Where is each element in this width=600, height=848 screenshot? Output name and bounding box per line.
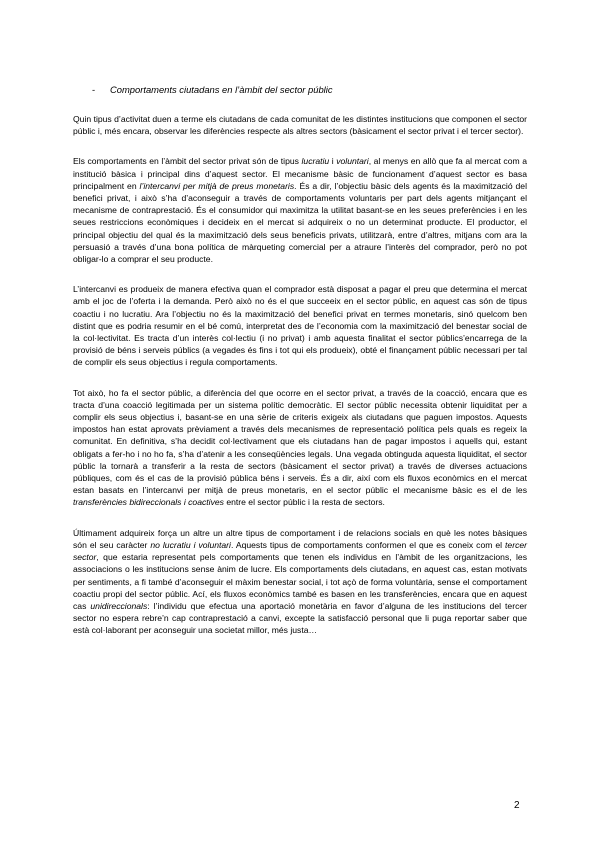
heading-text: Comportaments ciutadans en l’àmbit del sector públic: [110, 84, 333, 95]
text-run: L’intercanvi es produeix de manera efectiva quan el comprador està disposat a pagar el preu que determina el mercat amb el joc de l’oferta i la demanda. Però això no és el que succeeix en el sector públic, en aquest cas són de tipus coactiu i no lucratiu. Ara l’objectiu no és la maximització del benefici privat en termes monetaris, sinó quelcom ben distint que es podria resumir en el bé comú, interpretat des de l’economia com la maximització del benestar social de la col·lectivitat. Es tracta d’un interès col·lectiu (i no privat) i amb aquesta finalitat el sector públics’encarrega de la provisió de béns i serveis públics (a vegades és fins i tot qui els produeix), obté el finançament públic necessari per tal de complir els seus objectius i regula comportaments.: [73, 284, 527, 368]
italic-text: transferències bidireccionals i coactives: [73, 497, 224, 508]
text-run: , al menys en allò que fa al mercat com a institució bàsica i principal dins d’aquest sector. El mecanisme bàsic de funcionament d’aquest sector es basa principalment en: [73, 156, 527, 191]
text-run: i: [329, 156, 337, 167]
text-run: : l’individu que efectua una aportació monetària en favor d’alguna de les institucions del tercer sector no espera rebre’n cap contraprestació a canvi, excepte la satisfacció personal que li puga reportar saber que està col·laborant per aconseguir una societat millor, més justa…: [73, 600, 528, 636]
italic-text: lucratiu: [301, 156, 330, 167]
text-run: , que estaria representat pels comportaments que tenen els individus en l’àmbit de les organitzacions, les associacions o les institucions sense ànim de lucre. Els comportaments dels ciutadans, en aquest cas, estan motivats per sentiments, a fi també d’aconseguir el màxim benestar social, i tot açò de forma voluntària, sense el comportament coactiu propi del sector públic. Ací, els fluxos econòmics també es basen en les transferències, encara que en aquest cas: [73, 552, 527, 611]
italic-text: unidireccionals: [90, 600, 148, 611]
text-run: Tot això, ho fa el sector públic, a diferència del que ocorre en el sector privat, a través de la coacció, encara que es tracta d’una coacció legitimada per un sistema polític democràtic. El sector públic necessita obtenir liquiditat per a complir els seus objectius i, basant-se en una sèrie de criteris exigeix als ciutadans que paguen impostos. Aquests impostos han estat aprovats prèviament a través dels mecanismes de representació política pels quals es regeix la comunitat. En definitiva, s’ha decidit col·lectivament que els ciutadans han de pagar impostos i aquells qui, estant obligats a fer-ho i no ho fa, s’ha d’atenir a les conseqüències legals. Una vegada obtinguda aquesta liquiditat, el sector públic la tornarà a transferir a la resta de sectors (bàsicament el sector privat) a través de diverses actuacions públiques, com és el cas de la provisió pública béns i serveis. És a dir, així com els fluxos econòmics en el mercat estan basats en l’intercanvi per mitjà de preus monetaris, en el sector públic el mecanisme bàsic es el de les: [73, 387, 527, 496]
paragraph: [73, 155, 527, 265]
text-run: . Aquests tipus de comportaments conformen el que es coneix com el: [230, 539, 506, 550]
italic-text: voluntari: [336, 156, 369, 167]
italic-text: no lucratiu i voluntari: [150, 539, 231, 550]
italic-text: l’intercanvi per mitjà de preus monetaris: [139, 180, 295, 191]
text-run: . És a dir, l’objectiu bàsic dels agents és la maximització del benefici privat, i això s’ha d’aconseguir a través de comportaments voluntaris per part dels agents mitjançant el mecanisme de contraprestació. És el consumidor qui maximitza la utilitat basant-se en les seues preferències i en les seues restriccions econòmiques i decideix en el mercat si adquireix o no un determinat producte. El productor, el principal objectiu del qual és la maximització dels seus beneficis privats, utilitzarà, entre d’altres, mitjans com ara la persuasió a través d’una bona política de màrqueting comercial per a atraure l’interès del comprador, però no pot obligar-lo a comprar el seu producte.: [73, 180, 527, 265]
page-number: 2: [514, 800, 520, 811]
document-body: [73, 113, 527, 655]
text-run: Els comportaments en l’àmbit del sector privat són de tipus: [73, 156, 302, 167]
heading-bullet: -: [92, 84, 96, 95]
section-heading: [92, 84, 333, 95]
text-run: Quin tipus d’activitat duen a terme els ciutadans de cada comunitat de les distintes institucions que componen el sector públic i, més encara, observar les diferències respecte als altres sectors (bàsicament el sector privat i el tercer sector).: [73, 114, 527, 137]
paragraph: [73, 283, 527, 368]
text-run: Últimament adquireix força un altre un altre tipus de comportament i de relacions socials en què les notes bàsiques són el seu caràcter: [73, 527, 527, 550]
paragraph: [73, 113, 527, 137]
text-run: entre el sector públic i la resta de sectors.: [223, 497, 385, 508]
italic-text: tercer sector: [73, 539, 528, 563]
paragraph: [73, 527, 527, 637]
paragraph: [73, 387, 527, 509]
